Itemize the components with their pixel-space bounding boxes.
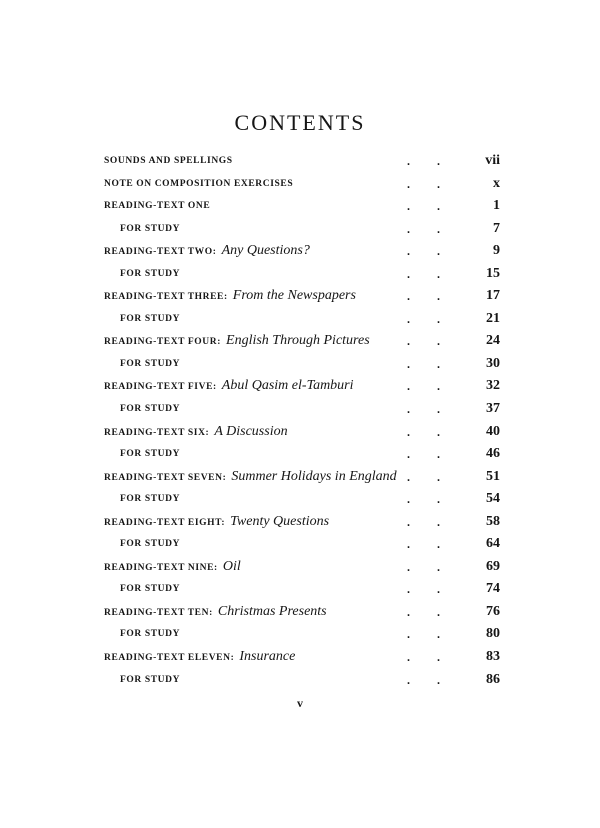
- toc-entry-page: 1: [493, 198, 500, 214]
- toc-entry-page: 7: [493, 220, 500, 236]
- toc-entry-page: 69: [486, 558, 500, 574]
- leader-dots: . .: [407, 311, 440, 326]
- toc-entry-page: 83: [486, 649, 500, 665]
- toc-entry-subtitle: From the Newspapers: [232, 288, 356, 304]
- toc-entry-label: READING-TEXT NINE:: [104, 562, 218, 573]
- toc-entry-for-study[interactable]: [104, 488, 500, 511]
- toc-entry-reading-text[interactable]: [104, 421, 500, 444]
- toc-entry-label: NOTE ON COMPOSITION EXERCISES: [104, 178, 294, 189]
- toc-entry-reading-text[interactable]: [104, 375, 500, 398]
- toc-entry-for-study[interactable]: [104, 669, 500, 692]
- toc-entry-text: [104, 511, 329, 534]
- toc-entry-reading-text[interactable]: [104, 466, 500, 489]
- toc-entry-text: [104, 646, 295, 669]
- leader-dots: . .: [407, 334, 440, 349]
- leader-dots: . .: [407, 244, 440, 259]
- toc-entry-text: [104, 375, 354, 398]
- toc-entry-text: [120, 533, 180, 555]
- toc-entry-subtitle: Abul Qasim el-Tamburi: [221, 378, 354, 394]
- leader-dots: . .: [407, 356, 440, 371]
- toc-entry-for-study[interactable]: [104, 353, 500, 376]
- toc-entry-page: x: [493, 175, 500, 191]
- toc-entry-label: READING-TEXT TEN:: [104, 607, 213, 618]
- toc-entry-reading-text[interactable]: [104, 195, 500, 218]
- toc-entry-page: 30: [486, 355, 500, 371]
- toc-entry-label: FOR STUDY: [120, 539, 181, 550]
- toc-entry-label: READING-TEXT THREE:: [104, 292, 228, 303]
- toc-entry-text: [120, 398, 180, 420]
- toc-entry-page: 54: [486, 491, 500, 507]
- toc-entry-label: FOR STUDY: [120, 313, 181, 324]
- leader-dots: . .: [407, 514, 440, 529]
- toc-entry-subtitle: Insurance: [239, 649, 296, 665]
- toc-entry-page: 9: [493, 243, 500, 259]
- toc-entry-page: 74: [486, 581, 500, 597]
- toc-entry-text: [104, 285, 356, 308]
- toc-entry-subtitle: Oil: [222, 558, 241, 574]
- toc-entry-label: READING-TEXT ONE: [104, 201, 211, 212]
- toc-entry-page: 24: [486, 333, 500, 349]
- toc-entry-page: 64: [486, 536, 500, 552]
- leader-dots: . .: [407, 289, 440, 304]
- page-title: CONTENTS: [234, 110, 366, 135]
- toc-entry-text: [104, 173, 293, 195]
- toc-entry-text: [104, 556, 241, 579]
- table-of-contents: [104, 150, 500, 691]
- toc-entry-for-study[interactable]: [104, 578, 500, 601]
- leader-dots: . .: [407, 492, 440, 507]
- toc-entry-page: 21: [486, 310, 500, 326]
- leader-dots: . .: [407, 154, 440, 168]
- leader-dots: . .: [407, 537, 440, 552]
- toc-entry-label: READING-TEXT FOUR:: [104, 337, 221, 348]
- leader-dots: . .: [407, 582, 440, 597]
- leader-dots: . .: [407, 199, 440, 214]
- leader-dots: . .: [407, 469, 440, 484]
- toc-entry-label: SOUNDS AND SPELLINGS: [104, 156, 233, 166]
- toc-entry-page: 58: [486, 513, 500, 529]
- toc-entry-label: READING-TEXT TWO:: [104, 247, 217, 258]
- toc-entry-reading-text[interactable]: [104, 330, 500, 353]
- toc-entry-text: [120, 308, 180, 330]
- toc-entry-page: 46: [486, 446, 500, 462]
- toc-entry-reading-text[interactable]: [104, 240, 500, 263]
- page-folio: v: [297, 696, 303, 710]
- leader-dots: . .: [407, 424, 440, 439]
- toc-entry-text: [120, 218, 180, 240]
- toc-entry-reading-text[interactable]: [104, 646, 500, 669]
- toc-entry-label: READING-TEXT ELEVEN:: [104, 653, 235, 664]
- toc-entry-text: [104, 330, 370, 353]
- toc-entry-label: READING-TEXT EIGHT:: [104, 517, 226, 528]
- toc-entry-page: 40: [486, 423, 500, 439]
- toc-entry-label: READING-TEXT FIVE:: [104, 382, 217, 393]
- leader-dots: . .: [407, 604, 440, 619]
- toc-entry-text: [120, 578, 180, 600]
- toc-entry-label: FOR STUDY: [120, 584, 181, 595]
- toc-entry-label: FOR STUDY: [120, 629, 181, 640]
- leader-dots: . .: [407, 672, 440, 687]
- toc-entry-page: 37: [486, 401, 500, 417]
- toc-entry-for-study[interactable]: [104, 398, 500, 421]
- toc-entry-page: 86: [486, 671, 500, 687]
- toc-entry-text: [120, 623, 180, 645]
- toc-entry-text: [104, 466, 397, 489]
- toc-entry-reading-text[interactable]: [104, 556, 500, 579]
- toc-entry-for-study[interactable]: [104, 443, 500, 466]
- toc-entry-page: 17: [486, 288, 500, 304]
- toc-entry-for-study[interactable]: [104, 263, 500, 286]
- toc-entry-label: FOR STUDY: [120, 449, 181, 460]
- toc-entry-subtitle: English Through Pictures: [226, 333, 370, 349]
- leader-dots: . .: [407, 447, 440, 462]
- toc-entry-text: [104, 421, 288, 444]
- toc-entry-page: 32: [486, 378, 500, 394]
- leader-dots: . .: [407, 266, 440, 281]
- toc-entry-reading-text[interactable]: [104, 511, 500, 534]
- toc-entry-page: 15: [486, 265, 500, 281]
- leader-dots: . .: [407, 402, 440, 417]
- leader-dots: . .: [407, 221, 440, 236]
- toc-entry-text: [120, 443, 180, 465]
- toc-entry-subtitle: Any Questions?: [221, 243, 310, 259]
- toc-entry-text: [120, 353, 180, 375]
- toc-entry-label: READING-TEXT SIX:: [104, 427, 210, 438]
- leader-dots: . .: [407, 559, 440, 574]
- toc-entry-reading-text[interactable]: [104, 285, 500, 308]
- toc-entry-subtitle: Christmas Presents: [217, 603, 327, 619]
- toc-entry-reading-text[interactable]: [104, 150, 500, 173]
- toc-entry-label: FOR STUDY: [120, 494, 181, 505]
- toc-entry-text: [120, 669, 180, 691]
- toc-entry-text: [120, 263, 180, 285]
- toc-entry-label: FOR STUDY: [120, 358, 181, 369]
- leader-dots: . .: [407, 650, 440, 665]
- toc-entry-subtitle: A Discussion: [214, 423, 288, 439]
- toc-entry-text: [104, 240, 310, 263]
- toc-entry-text: [104, 195, 210, 217]
- toc-entry-page: vii: [485, 153, 500, 168]
- toc-entry-subtitle: Twenty Questions: [230, 513, 330, 529]
- toc-entry-reading-text[interactable]: [104, 173, 500, 196]
- toc-entry-text: [104, 601, 327, 624]
- toc-entry-reading-text[interactable]: [104, 601, 500, 624]
- toc-entry-page: 80: [486, 626, 500, 642]
- toc-entry-for-study[interactable]: [104, 623, 500, 646]
- toc-entry-for-study[interactable]: [104, 308, 500, 331]
- toc-entry-text: [104, 150, 233, 172]
- toc-entry-for-study[interactable]: [104, 218, 500, 241]
- toc-entry-page: 51: [486, 468, 500, 484]
- toc-entry-for-study[interactable]: [104, 533, 500, 556]
- leader-dots: . .: [407, 379, 440, 394]
- toc-entry-subtitle: Summer Holidays in England: [231, 468, 397, 484]
- toc-entry-text: [120, 488, 180, 510]
- toc-entry-label: READING-TEXT SEVEN:: [104, 472, 227, 483]
- leader-dots: . .: [407, 176, 440, 191]
- toc-entry-page: 76: [486, 603, 500, 619]
- toc-entry-label: FOR STUDY: [120, 268, 181, 279]
- toc-entry-label: FOR STUDY: [120, 223, 181, 234]
- toc-entry-label: FOR STUDY: [120, 404, 181, 415]
- leader-dots: . .: [407, 627, 440, 642]
- toc-entry-label: FOR STUDY: [120, 674, 181, 685]
